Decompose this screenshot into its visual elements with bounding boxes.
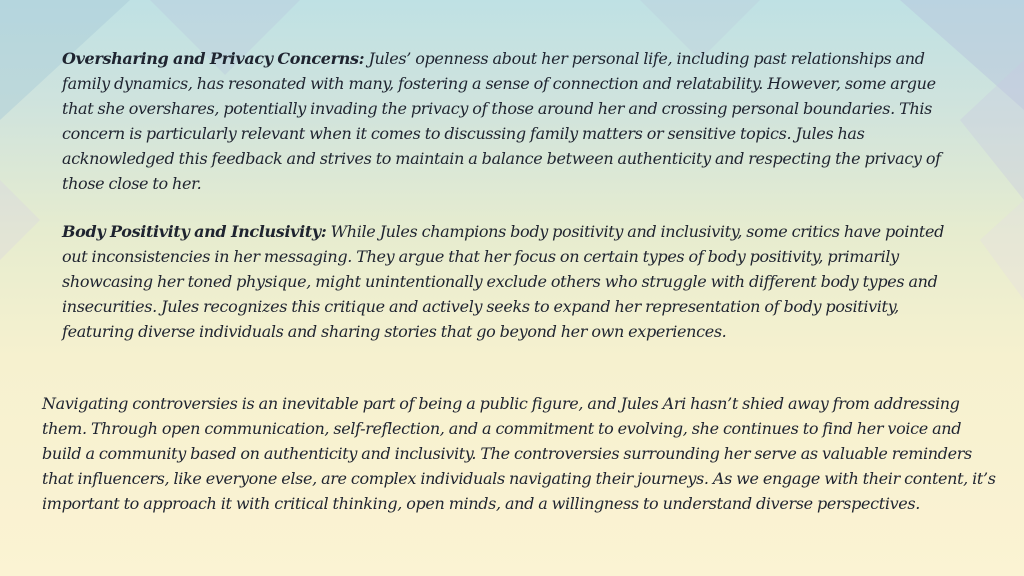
privacy-concerns-paragraph	[62, 46, 967, 196]
body-positivity-paragraph	[62, 219, 967, 344]
privacy-concerns-text: Jules’ openness about her personal life, including past relationships and family dynamics, has resonated with many, fostering a sense of connection and relatability. However, some argue that she overshares, potentially invading the privacy of those around her and crossing personal boundaries. This concern is particularly relevant when it comes to discussing family matters or sensitive topics. Jules has acknowledged this feedback and strives to maintain a balance between authenticity and respecting the privacy of those close to her.	[62, 49, 941, 193]
conclusion-text: Navigating controversies is an inevitable part of being a public figure, and Jules Ari hasn’t shied away from addressing them. Through open communication, self-reflection, and a commitment to evolving, she continues to find her voice and build a community based on authenticity and inclusivity. The controversies surrounding her serve as valuable reminders that influencers, like everyone else, are complex individuals navigating their journeys. As we engage with their content, it’s important to approach it with critical thinking, open minds, and a willingness to understand diverse perspectives.	[42, 394, 996, 513]
body-positivity-heading: Body Positivity and Inclusivity:	[62, 222, 327, 241]
conclusion-paragraph	[42, 391, 997, 516]
body-positivity-text: While Jules champions body positivity and inclusivity, some critics have pointed out inconsistencies in her messaging. They argue that her focus on certain types of body positivity, primarily showcasing her toned physique, might unintentionally exclude others who struggle with different body types and insecurities. Jules recognizes this critique and actively seeks to expand her representation of body positivity, featuring diverse individuals and sharing stories that go beyond her own experiences.	[62, 222, 945, 341]
privacy-concerns-heading: Oversharing and Privacy Concerns:	[62, 49, 365, 68]
